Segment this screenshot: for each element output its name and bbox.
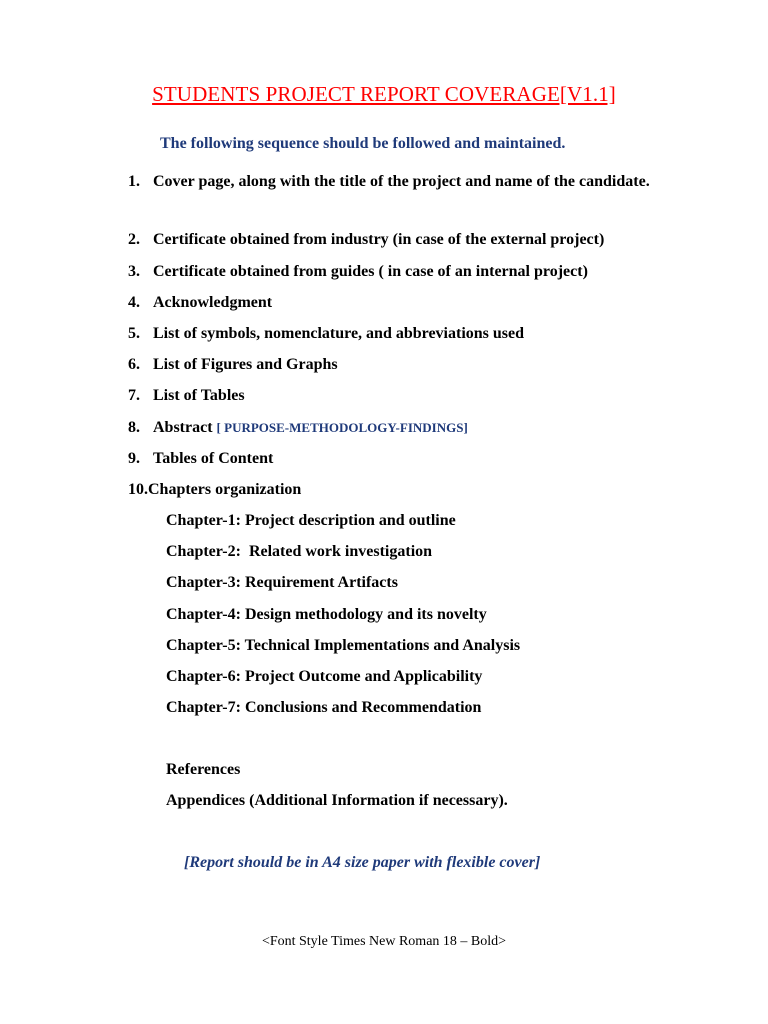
list-item [128, 447, 686, 478]
list-item-number: 5. [128, 324, 140, 342]
chapter-item: Chapter-3: Requirement Artifacts [166, 574, 398, 592]
list-item-text: List of symbols, nomenclature, and abbreviations used [153, 324, 525, 342]
list-item-number: 6. [128, 356, 140, 374]
chapter-item: Chapter-7: Conclusions and Recommendation [166, 699, 482, 717]
list-item-text: Cover page, along with the title of the project and name of the candidate. [153, 173, 650, 190]
font-style-footer: <Font Style Times New Roman 18 – Bold> [261, 934, 507, 949]
list-item [128, 166, 686, 228]
report-sequence-list [128, 166, 686, 509]
list-item-text: Certificate obtained from guides ( in case of an internal project) [153, 262, 588, 280]
list-item [128, 353, 686, 384]
list-item-text: Acknowledgment [153, 293, 273, 311]
chapter-item: Chapter-4: Design methodology and its novelty [166, 605, 487, 623]
list-item [128, 291, 686, 322]
back-matter [166, 758, 508, 820]
appendices-item: Appendices (Additional Information if necessary). [166, 792, 508, 810]
chapters-list [166, 509, 520, 727]
list-item-number: 8. [128, 418, 140, 436]
list-item-number: 1. [128, 173, 140, 190]
list-item [128, 384, 686, 415]
chapter-item: Chapter-6: Project Outcome and Applicability [166, 667, 483, 685]
list-item [128, 228, 686, 259]
list-item-text: Chapters organization [148, 480, 302, 498]
format-note: [Report should be in A4 size paper with flexible cover] [184, 854, 541, 871]
chapter-item: Chapter-1: Project description and outline [166, 512, 456, 529]
list-item-text: List of Tables [153, 387, 245, 405]
list-item-number: 9. [128, 449, 140, 467]
list-item [128, 478, 686, 509]
list-item [128, 416, 686, 447]
references-item: References [166, 761, 241, 778]
list-item [128, 260, 686, 291]
list-item-number: 3. [128, 262, 140, 280]
list-item-text: Tables of Content [153, 449, 274, 467]
list-item-number: 7. [128, 387, 140, 405]
page-title: STUDENTS PROJECT REPORT COVERAGE[V1.1] [152, 82, 616, 106]
list-item [128, 322, 686, 353]
list-item-text: List of Figures and Graphs [153, 356, 338, 374]
chapter-item: Chapter-5: Technical Implementations and Analysis [166, 636, 521, 654]
list-item-number: 2. [128, 231, 140, 249]
intro-text: The following sequence should be followed and maintained. [160, 135, 566, 152]
abstract-tag: [ PURPOSE-METHODOLOGY-FINDINGS] [216, 419, 468, 435]
list-item-text: Certificate obtained from industry (in case of the external project) [153, 231, 605, 249]
list-item-number: 10. [128, 480, 148, 498]
list-item-text: Abstract [153, 418, 213, 436]
list-item-number: 4. [128, 293, 140, 311]
chapter-item: Chapter-2: Related work investigation [166, 543, 433, 561]
